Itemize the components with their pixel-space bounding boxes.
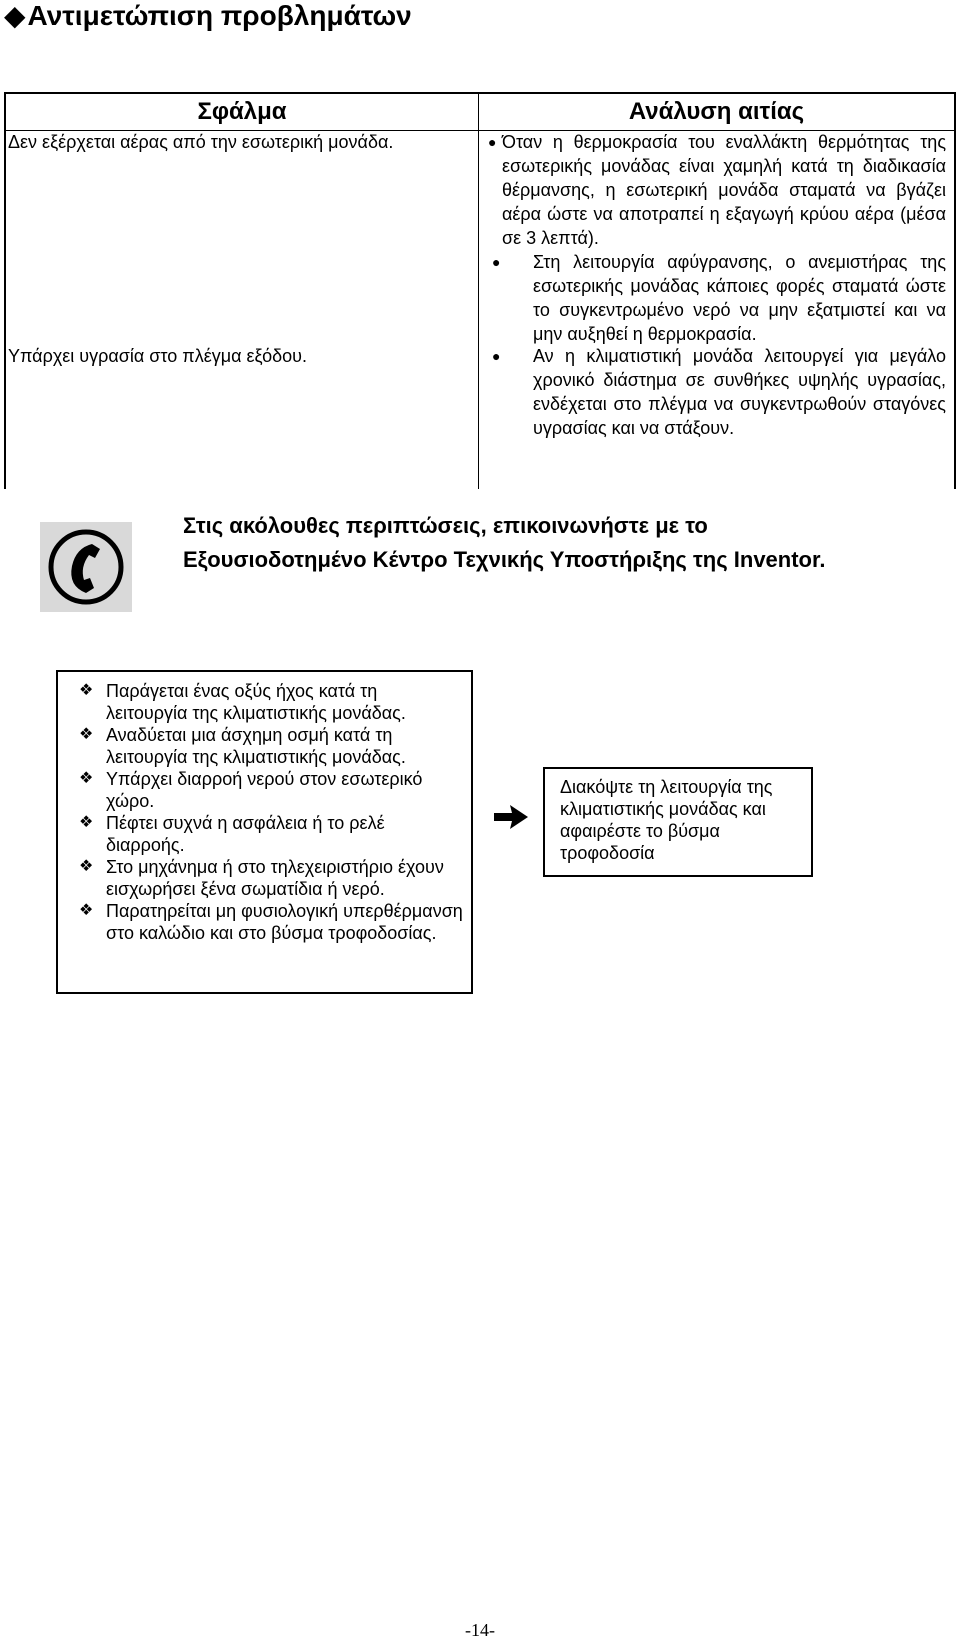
cause-text: Όταν η θερμοκρασία του εναλλάκτη θερμότητας της εσωτερικής μονάδας είναι χαμηλή κατά τη διαδικασία θέρμανσης, η εσωτερική μονάδα σταματά να βγάζει αέρα ώστε να αποτραπεί η εξαγωγή κρύου αέρα (μέσα σε 3 λεπτά). [502, 132, 946, 248]
troubleshooting-table [4, 92, 956, 489]
condition-text: Αναδύεται μια άσχημη οσμή κατά τη λειτουργία της κλιματιστικής μονάδας. [106, 725, 406, 767]
fault-text-no-air: Δεν εξέρχεται αέρας από την εσωτερική μονάδα. [8, 132, 394, 152]
condition-item [58, 768, 463, 812]
diamond-bullet-icon: ❖ [79, 858, 94, 875]
cause-item [486, 130, 946, 250]
bullet-icon: ● [488, 134, 497, 150]
bullet-icon: ● [492, 348, 501, 364]
diamond-bullet-icon: ◆ [4, 0, 26, 31]
table-column-divider [478, 94, 479, 489]
condition-item [58, 680, 463, 724]
condition-text: Υπάρχει διαρροή νερού στον εσωτερικό χώρο. [106, 769, 423, 811]
cause-list-moisture [486, 344, 946, 440]
condition-item [58, 812, 463, 856]
cause-text: Αν η κλιματιστική μονάδα λειτουργεί για μεγάλο χρονικό διάστημα σε συνθήκες υψηλής υγρασίας, ενδέχεται στο πλέγμα να συγκεντρωθούν σταγόνες υγρασίας και να στάξουν. [533, 346, 946, 438]
fault-column-header: Σφάλμα [197, 98, 287, 125]
diamond-bullet-icon: ❖ [79, 682, 94, 699]
bullet-icon: ● [492, 254, 501, 270]
fault-text-moisture: Υπάρχει υγρασία στο πλέγμα εξόδου. [8, 346, 307, 366]
diamond-bullet-icon: ❖ [79, 814, 94, 831]
diamond-bullet-icon: ❖ [79, 902, 94, 919]
page-title [4, 0, 412, 32]
diamond-bullet-icon: ❖ [79, 770, 94, 787]
cause-item [486, 344, 946, 440]
contact-line-1: Στις ακόλουθες περιπτώσεις, επικοινωνήστε με το [183, 513, 708, 538]
page-number: -14- [465, 1620, 495, 1640]
condition-text: Πέφτει συχνά η ασφάλεια ή το ρελέ διαρροής. [106, 813, 385, 855]
cause-text: Στη λειτουργία αφύγρανσης, ο ανεμιστήρας της εσωτερικής μονάδας κάποιες φορές σταματά ώστε το συγκεντρωμένο νερό να μην εξατμιστεί και να μην αυξηθεί η θερμοκρασία. [533, 252, 946, 344]
contact-line-2: Εξουσιοδοτημένο Κέντρο Τεχνικής Υποστήριξης της Inventor. [183, 547, 826, 572]
cause-column-header: Ανάλυση αιτίας [628, 98, 805, 125]
conditions-box [56, 670, 473, 994]
condition-item [58, 724, 463, 768]
action-box [543, 767, 813, 877]
cause-item [486, 250, 946, 346]
action-text: Διακόψτε τη λειτουργία της κλιματιστικής μονάδας και αφαιρέστε το βύσμα τροφοδοσία [560, 777, 773, 863]
condition-text: Παρατηρείται μη φυσιολογική υπερθέρμανση στο καλώδιο και στο βύσμα τροφοδοσίας. [106, 901, 463, 943]
cause-list-no-air [486, 130, 946, 346]
diamond-bullet-icon: ❖ [79, 726, 94, 743]
condition-text: Παράγεται ένας οξύς ήχος κατά τη λειτουργία της κλιματιστικής μονάδας. [106, 681, 406, 723]
arrow-right-icon [492, 802, 530, 832]
condition-item [58, 856, 463, 900]
condition-item [58, 900, 463, 944]
page-title-text: Αντιμετώπιση προβλημάτων [27, 0, 412, 31]
phone-icon [40, 522, 132, 612]
condition-text: Στο μηχάνημα ή στο τηλεχειριστήριο έχουν εισχωρήσει ξένα σωματίδια ή νερό. [106, 857, 444, 899]
